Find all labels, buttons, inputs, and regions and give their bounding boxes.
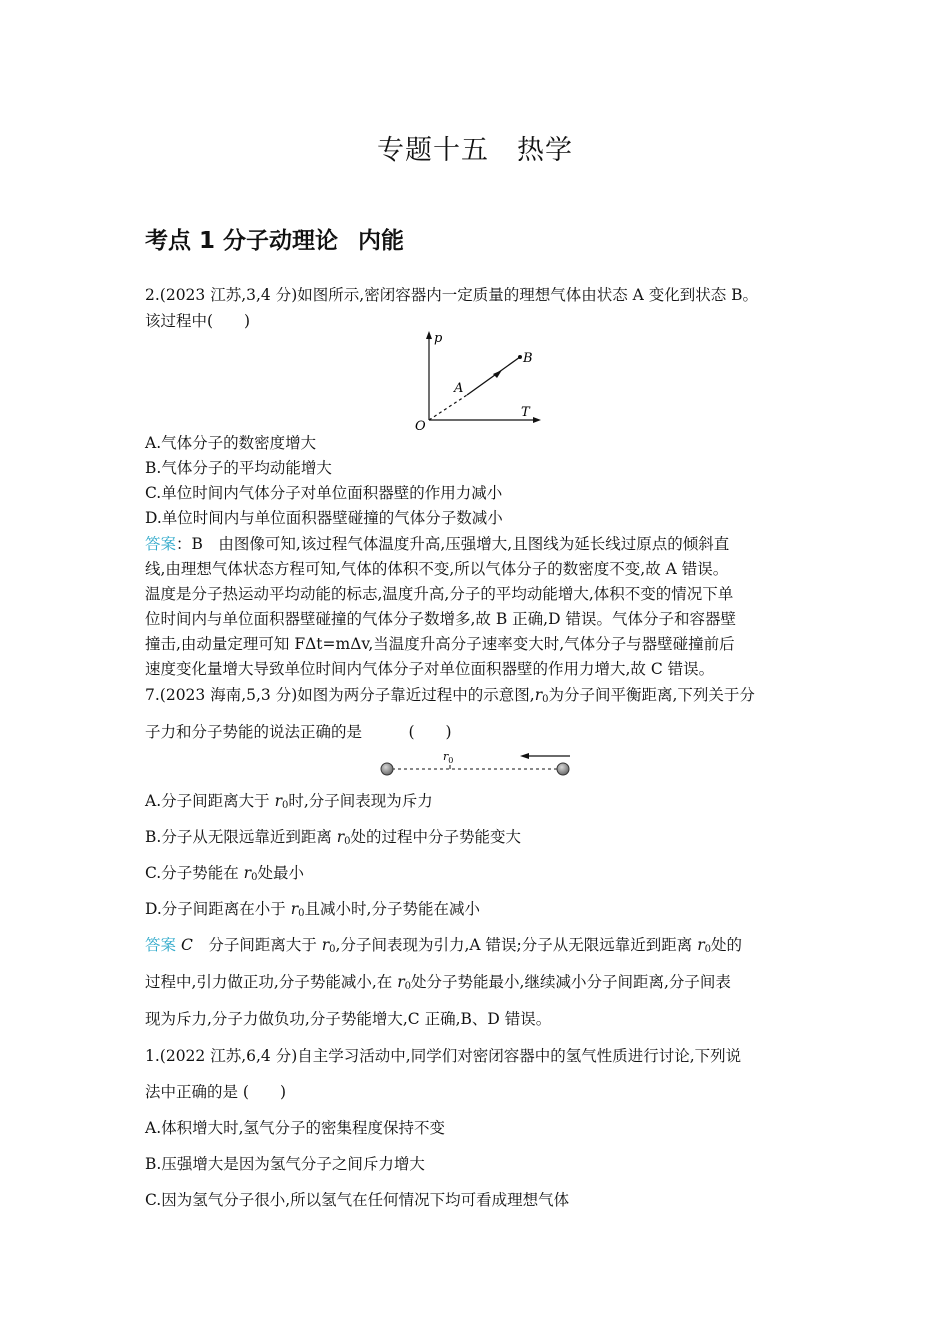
q1-option-a: A.体积增大时,氢气分子的密集程度保持不变 [145,1119,446,1137]
q1-option-c: C.因为氢气分子很小,所以氢气在任何情况下均可看成理想气体 [145,1191,570,1209]
label-a: A [454,381,464,396]
extension-dashed-line [429,395,467,420]
answer-label: 答案 [145,936,177,954]
q7-stem-line-1: 7.(2023 海南,5,3 分)如图为两分子靠近过程中的示意图$,r_0$为分子间平衡距离,下列关于分 [145,686,755,705]
q1-stem-line-1: 1.(2022 江苏,6,4 分)自主学习活动中,同学们对密闭容器中的氢气性质进行讨论,下列说 [145,1047,742,1065]
q2-answer-line-2: 线,由理想气体状态方程可知,气体的体积不变,所以气体分子的数密度不变,故 A 错误。 [145,560,729,578]
q7-answer-line-1: 答案 C 分子间距离大于 $r_0$,分子间表现为引力,A 错误;分子从无限远靠近到距离 $r_0$处的 [145,936,742,955]
label-b: B [523,351,533,366]
label-t: T [521,405,530,420]
title-part-topic: 专题十五 [377,135,489,166]
q2-option-a: A.气体分子的数密度增大 [145,434,317,452]
molecule-right [557,763,569,775]
answer-label: 答案 [145,535,177,553]
q2-answer-line-1: 答案：B 由图像可知,该过程气体温度升高,压强增大,且图线为延长线过原点的倾斜直 [145,535,730,553]
q1-option-b: B.压强增大是因为氢气分子之间斥力增大 [145,1155,425,1173]
q2-stem-line-1: 2.(2023 江苏,3,4 分)如图所示,密闭容器内一定质量的理想气体由状态 A 变化到状态 B。 [145,286,759,304]
q7-answer-line-3: 现为斥力,分子力做负功,分子势能增大,C 正确,B、D 错误。 [145,1010,552,1028]
q2-answer-line-5: 撞击,由动量定理可知 FΔt=mΔv,当温度升高分子速率变大时,气体分子与器壁碰撞前后 [145,635,735,653]
q7-answer-line-2: 过程中,引力做正功,分子势能减小,在 $r_0$处分子势能最小,继续减小分子间距离,分子间表 [145,973,731,992]
q7-option-b: B.分子从无限远靠近到距离 $r_0$处的过程中分子势能变大 [145,828,522,847]
r0-label: $r_0$ [443,750,454,765]
q7-option-c: C.分子势能在 $r_0$处最小 [145,864,304,883]
title-part-subject: 热学 [517,135,573,166]
molecule-left [381,763,393,775]
q2-answer-line-6: 速度变化量增大导致单位时间内气体分子对单位面积器壁的作用力增大,故 C 错误。 [145,660,715,678]
t-axis-arrow [533,417,541,423]
q2-stem-line-2: 该过程中( ) [145,312,251,330]
section-heading-sub: 内能 [358,228,405,254]
point-b [518,355,522,359]
section-heading-main: 考点 1 分子动理论 [145,228,339,254]
q1-stem-line-2: 法中正确的是 ( ) [145,1083,287,1101]
page-title [0,128,950,167]
q2-option-c: C.单位时间内气体分子对单位面积器壁的作用力减小 [145,484,503,502]
process-line [467,357,520,395]
label-o: O [415,419,426,434]
molecule-diagram [374,748,576,780]
q2-option-b: B.气体分子的平均动能增大 [145,459,332,477]
q7-option-a: A.分子间距离大于 $r_0$时,分子间表现为斥力 [145,792,433,811]
pt-graph [410,328,550,434]
q2-option-d: D.单位时间内与单位面积器壁碰撞的气体分子数减小 [145,509,503,527]
q7-option-d: D.分子间距离在小于 $r_0$且减小时,分子势能在减小 [145,900,480,919]
label-p: p [434,331,443,346]
p-axis-arrow [426,331,432,339]
approach-arrow-head [520,753,529,759]
section-heading [145,222,404,255]
q2-answer-line-4: 位时间内与单位面积器壁碰撞的气体分子数增多,故 B 正确,D 错误。气体分子和容器壁 [145,610,736,628]
process-arrow [493,370,502,378]
q7-stem-line-2: 子力和分子势能的说法正确的是 ( ) [145,723,452,741]
q2-answer-line-3: 温度是分子热运动平均动能的标志,温度升高,分子的平均动能增大,体积不变的情况下单 [145,585,734,603]
